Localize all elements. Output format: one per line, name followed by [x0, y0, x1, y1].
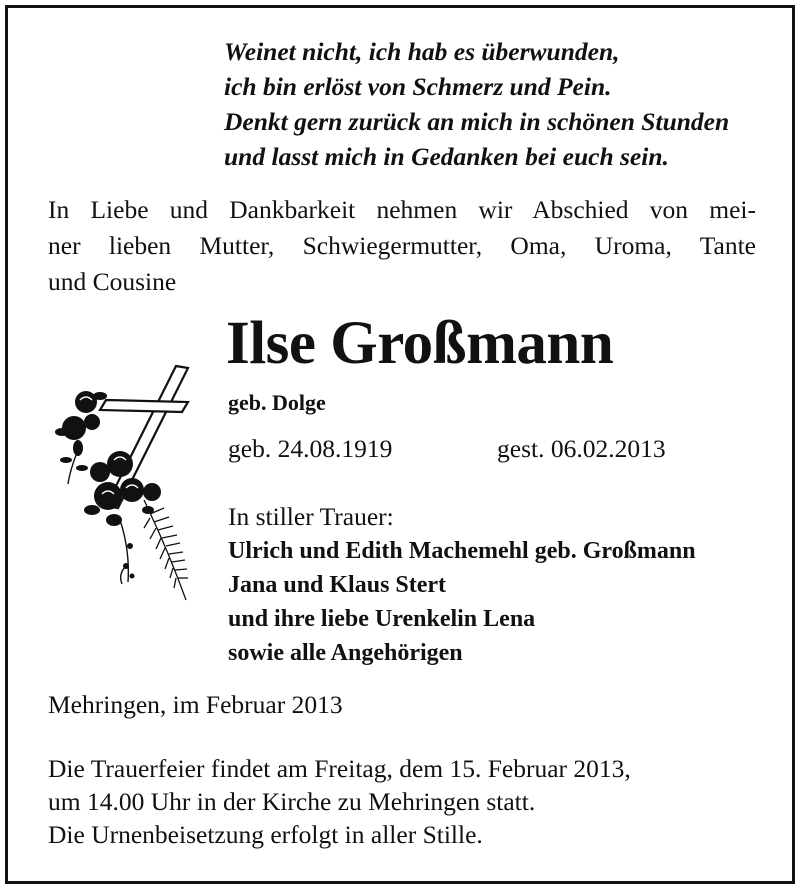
poem-line: ich bin erlöst von Schmerz und Pein. — [224, 72, 612, 101]
intro-line: und Cousine — [48, 267, 177, 296]
mourner-line: und ihre liebe Urenkelin Lena — [228, 606, 536, 632]
intro-text — [48, 192, 756, 300]
deceased-name: Ilse Großmann — [226, 310, 614, 377]
intro-line: In Liebe und Dankbarkeit nehmen wir Abschied von mei- — [48, 195, 756, 224]
cross-with-roses-icon — [48, 360, 198, 610]
mourner-line: sowie alle Angehörigen — [228, 640, 463, 666]
mourner-line: Jana und Klaus Stert — [228, 572, 447, 598]
death-date: gest. 06.02.2013 — [497, 434, 666, 463]
service-line: Die Trauerfeier findet am Freitag, dem 15. Februar 2013, — [48, 754, 631, 783]
service-line: um 14.00 Uhr in der Kirche zu Mehringen statt. — [48, 787, 536, 816]
mourner-line: Ulrich und Edith Machemehl geb. Großmann — [228, 538, 696, 564]
poem-line: und lasst mich in Gedanken bei euch sein. — [224, 142, 669, 171]
place-date: Mehringen, im Februar 2013 — [48, 690, 343, 719]
mourners-heading: In stiller Trauer: — [228, 502, 394, 531]
poem-line: Denkt gern zurück an mich in schönen Stunden — [224, 107, 730, 136]
intro-line: ner lieben Mutter, Schwiegermutter, Oma, Uroma, Tante — [48, 231, 756, 260]
service-line: Die Urnenbeisetzung erfolgt in aller Stille. — [48, 820, 483, 849]
service-info — [48, 752, 631, 851]
maiden-name: geb. Dolge — [228, 390, 326, 415]
birth-date: geb. 24.08.1919 — [228, 434, 393, 463]
memorial-poem — [224, 34, 729, 174]
poem-line: Weinet nicht, ich hab es überwunden, — [224, 37, 620, 66]
mourners-block — [228, 500, 696, 670]
